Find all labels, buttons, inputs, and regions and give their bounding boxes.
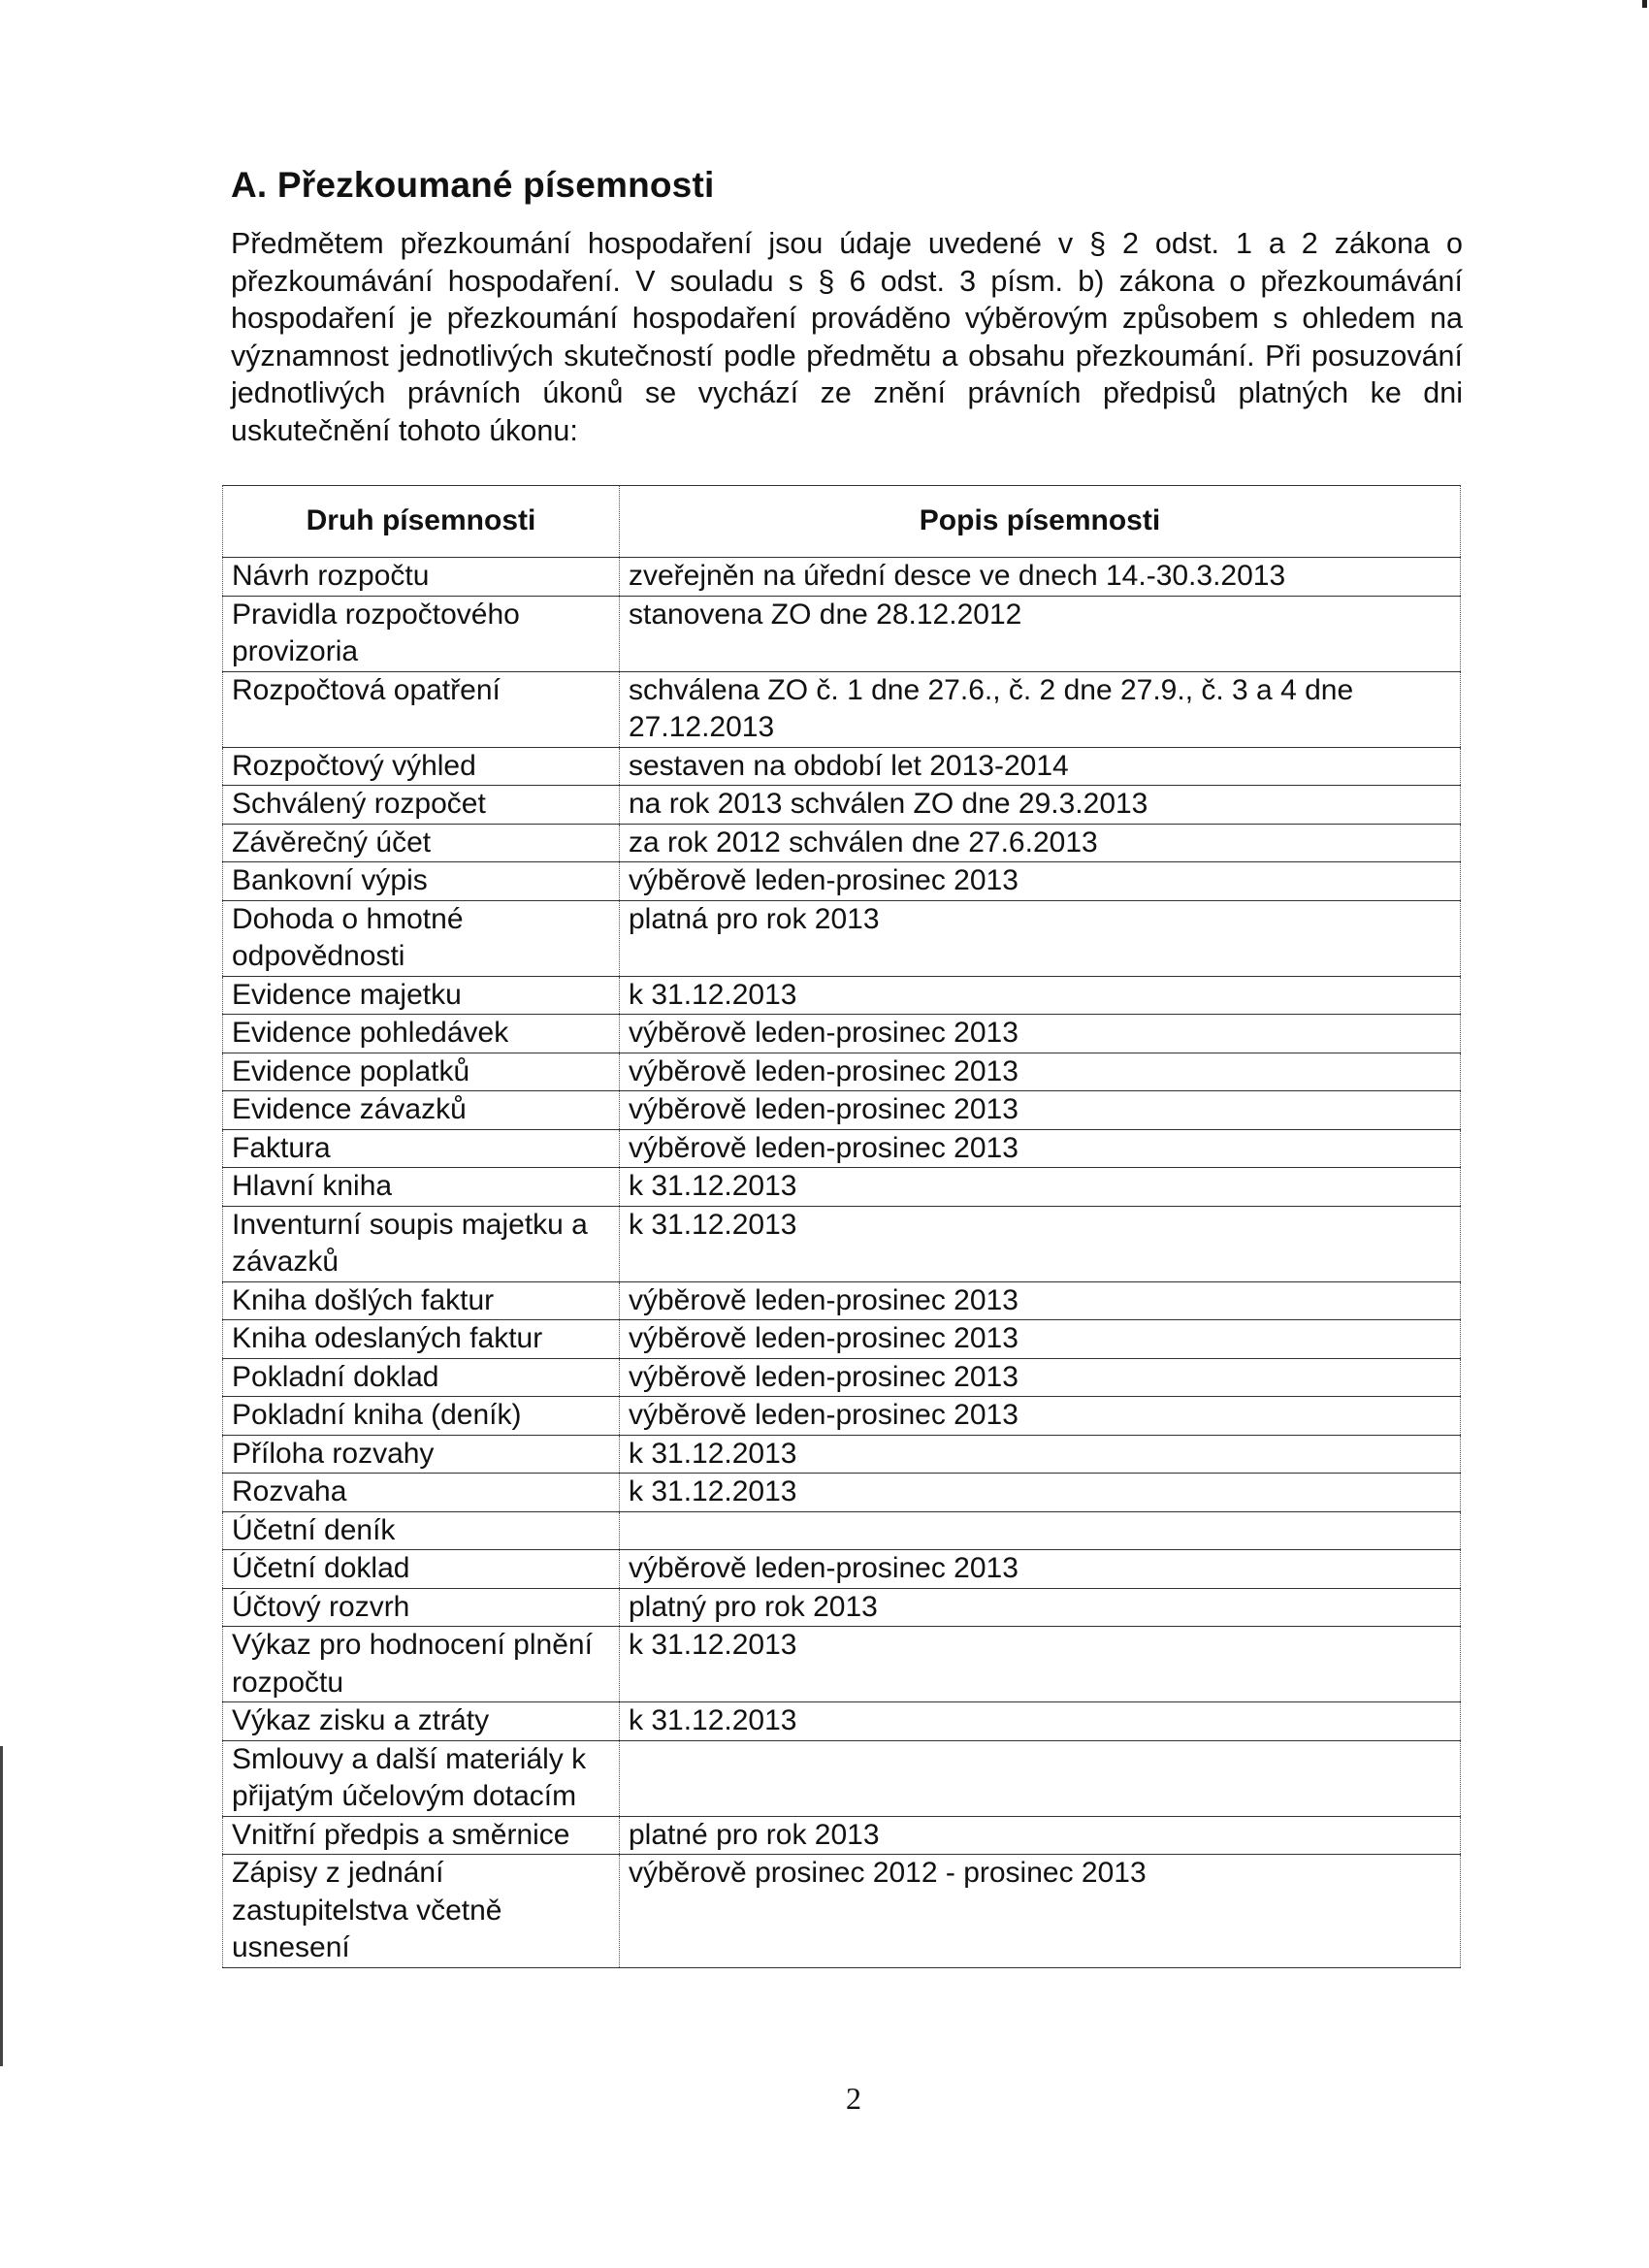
document-type-cell: Návrh rozpočtu	[223, 558, 620, 597]
table-row	[223, 1358, 1461, 1397]
document-type-cell: Výkaz zisku a ztráty	[223, 1702, 620, 1741]
document-type-cell: Zápisy z jednání zastupitelstva včetně usnesení	[223, 1855, 620, 1968]
document-type-cell: Smlouvy a další materiály k přijatým účelovým dotacím	[223, 1740, 620, 1816]
document-type-cell: Příloha rozvahy	[223, 1435, 620, 1474]
table-body	[223, 558, 1461, 1968]
document-description-cell: k 31.12.2013	[620, 976, 1461, 1015]
document-type-cell: Účtový rozvrh	[223, 1588, 620, 1627]
document-description-cell: výběrově leden-prosinec 2013	[620, 1129, 1461, 1168]
document-description-cell: stanovena ZO dne 28.12.2012	[620, 596, 1461, 671]
table-header-row	[223, 486, 1461, 558]
document-type-cell: Hlavní kniha	[223, 1168, 620, 1207]
table-row	[223, 1435, 1461, 1474]
document-description-cell: výběrově leden-prosinec 2013	[620, 1091, 1461, 1130]
document-type-cell: Účetní doklad	[223, 1550, 620, 1589]
table-row	[223, 862, 1461, 901]
table-row	[223, 1053, 1461, 1091]
document-type-cell: Schválený rozpočet	[223, 786, 620, 825]
table-row	[223, 900, 1461, 976]
table-row	[223, 1511, 1461, 1550]
page-number: 2	[846, 2081, 861, 2116]
document-type-cell: Kniha odeslaných faktur	[223, 1320, 620, 1359]
scan-artifact	[0, 1746, 3, 2066]
document-description-cell: sestaven na období let 2013-2014	[620, 747, 1461, 786]
table-row	[223, 1816, 1461, 1855]
table-row	[223, 1129, 1461, 1168]
table-row	[223, 1855, 1461, 1968]
section-heading: A. Přezkoumané písemnosti	[231, 165, 715, 205]
table-row	[223, 1397, 1461, 1436]
document-description-cell: k 31.12.2013	[620, 1474, 1461, 1512]
table-row	[223, 671, 1461, 747]
document-description-cell: na rok 2013 schválen ZO dne 29.3.2013	[620, 786, 1461, 825]
table-row	[223, 1550, 1461, 1589]
document-type-cell: Bankovní výpis	[223, 862, 620, 901]
table-row	[223, 1091, 1461, 1130]
table-row	[223, 1740, 1461, 1816]
document-description-cell: výběrově leden-prosinec 2013	[620, 862, 1461, 901]
table-row	[223, 596, 1461, 671]
document-description-cell: k 31.12.2013	[620, 1627, 1461, 1702]
documents-table	[222, 485, 1461, 1968]
document-description-cell: výběrově leden-prosinec 2013	[620, 1550, 1461, 1589]
document-type-cell: Evidence pohledávek	[223, 1015, 620, 1053]
document-description-cell: k 31.12.2013	[620, 1206, 1461, 1281]
document-description-cell: za rok 2012 schválen dne 27.6.2013	[620, 824, 1461, 862]
document-type-cell: Závěrečný účet	[223, 824, 620, 862]
document-type-cell: Evidence majetku	[223, 976, 620, 1015]
document-description-cell: výběrově leden-prosinec 2013	[620, 1281, 1461, 1320]
table-row	[223, 1168, 1461, 1207]
header-document-description: Popis písemnosti	[620, 486, 1461, 558]
table-row	[223, 1281, 1461, 1320]
document-type-cell: Výkaz pro hodnocení plnění rozpočtu	[223, 1627, 620, 1702]
document-type-cell: Pravidla rozpočtového provizoria	[223, 596, 620, 671]
intro-paragraph: Předmětem přezkoumání hospodaření jsou údaje uvedené v § 2 odst. 1 a 2 zákona o přezkoumávání hospodaření. V souladu s § 6 odst. 3 písm. b) zákona o přezkoumávání hospodaření je přezkoumání hospodaření prováděno výběrovým způsobem s ohledem na významnost jednotlivých skutečností podle předmětu a obsahu přezkoumání. Při posuzování jednotlivých právních úkonů se vychází ze znění právních předpisů platných ke dni uskutečnění tohoto úkonu:	[231, 227, 1463, 447]
table-row	[223, 1588, 1461, 1627]
document-description-cell: výběrově leden-prosinec 2013	[620, 1015, 1461, 1053]
table-row	[223, 747, 1461, 786]
document-type-cell: Pokladní kniha (deník)	[223, 1397, 620, 1436]
document-type-cell: Evidence závazků	[223, 1091, 620, 1130]
document-description-cell	[620, 1740, 1461, 1816]
table-row	[223, 786, 1461, 825]
document-type-cell: Rozpočtový výhled	[223, 747, 620, 786]
document-description-cell: k 31.12.2013	[620, 1435, 1461, 1474]
scan-artifact	[1642, 0, 1647, 8]
document-type-cell: Inventurní soupis majetku a závazků	[223, 1206, 620, 1281]
table-row	[223, 1320, 1461, 1359]
table-row	[223, 1702, 1461, 1741]
header-document-type: Druh písemnosti	[223, 486, 620, 558]
document-description-cell: platná pro rok 2013	[620, 900, 1461, 976]
document-type-cell: Pokladní doklad	[223, 1358, 620, 1397]
table-row	[223, 1627, 1461, 1702]
document-description-cell: výběrově leden-prosinec 2013	[620, 1320, 1461, 1359]
document-description-cell: výběrově leden-prosinec 2013	[620, 1397, 1461, 1436]
document-type-cell: Evidence poplatků	[223, 1053, 620, 1091]
table-row	[223, 1206, 1461, 1281]
document-description-cell: platný pro rok 2013	[620, 1588, 1461, 1627]
document-type-cell: Rozpočtová opatření	[223, 671, 620, 747]
document-description-cell: k 31.12.2013	[620, 1702, 1461, 1741]
table-row	[223, 824, 1461, 862]
document-description-cell: schválena ZO č. 1 dne 27.6., č. 2 dne 27.9., č. 3 a 4 dne 27.12.2013	[620, 671, 1461, 747]
table-row	[223, 976, 1461, 1015]
document-type-cell: Dohoda o hmotné odpovědnosti	[223, 900, 620, 976]
table-row	[223, 1015, 1461, 1053]
document-type-cell: Rozvaha	[223, 1474, 620, 1512]
document-description-cell: platné pro rok 2013	[620, 1816, 1461, 1855]
document-type-cell: Kniha došlých faktur	[223, 1281, 620, 1320]
document-type-cell: Účetní deník	[223, 1511, 620, 1550]
document-description-cell: zveřejněn na úřední desce ve dnech 14.-30.3.2013	[620, 558, 1461, 597]
document-description-cell: k 31.12.2013	[620, 1168, 1461, 1207]
table-row	[223, 1474, 1461, 1512]
document-description-cell: výběrově leden-prosinec 2013	[620, 1053, 1461, 1091]
document-description-cell	[620, 1511, 1461, 1550]
table-row	[223, 558, 1461, 597]
document-description-cell: výběrově prosinec 2012 - prosinec 2013	[620, 1855, 1461, 1968]
document-type-cell: Faktura	[223, 1129, 620, 1168]
document-description-cell: výběrově leden-prosinec 2013	[620, 1358, 1461, 1397]
document-type-cell: Vnitřní předpis a směrnice	[223, 1816, 620, 1855]
